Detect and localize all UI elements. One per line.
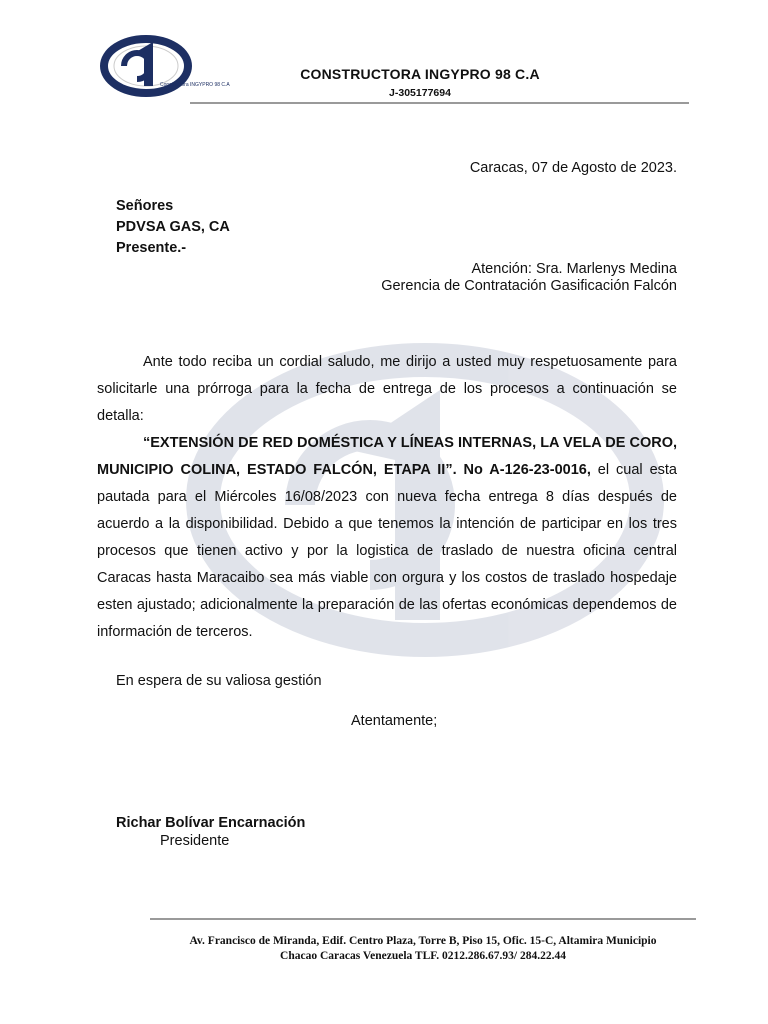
recipient-presente: Presente.- bbox=[116, 240, 187, 256]
regards-line: Atentamente; bbox=[351, 713, 438, 729]
letter-body bbox=[97, 349, 677, 646]
footer-address bbox=[150, 934, 696, 964]
company-rif: J-305177694 bbox=[389, 87, 451, 99]
signer-name: Richar Bolívar Encarnación bbox=[116, 815, 306, 831]
attention-line-2: Gerencia de Contratación Gasificación Falcón bbox=[381, 278, 677, 294]
footer-line-2: Chacao Caracas Venezuela TLF. 0212.286.67.93/ 284.22.44 bbox=[280, 950, 566, 962]
body-paragraph-2-text: el cual esta pautada para el Miércoles 16/08/2023 con nueva fecha entrega 8 días después de acuerdo a la disponibilidad. Debido a que tenemos la intención de participar en los tres procesos que tienen activo y por la logistica de traslado de nuestra oficina central Caracas hasta Maracaibo sea más viable con orgura y los costos de traslado hospedaje esten ajustado; adicionalmente la preparación de las ofertas económicas dependemos de información de terceros. bbox=[97, 462, 677, 640]
date-line: Caracas, 07 de Agosto de 2023. bbox=[469, 160, 677, 176]
body-paragraph-1: Ante todo reciba un cordial saludo, me dirijo a usted muy respetuosamente para solicitarle una prórroga para la fecha de entrega de los procesos a continuación se detalla: bbox=[97, 354, 677, 424]
attention-line-1: Atención: Sra. Marlenys Medina bbox=[471, 261, 677, 277]
recipient-salutation: Señores bbox=[116, 198, 174, 214]
company-name: CONSTRUCTORA INGYPRO 98 C.A bbox=[300, 66, 540, 82]
logo-text: Constructora INGYPRO 98 C.A bbox=[160, 82, 230, 88]
body-paragraph-2 bbox=[97, 430, 677, 646]
closing-line: En espera de su valiosa gestión bbox=[116, 673, 322, 689]
footer-divider bbox=[150, 918, 696, 920]
signer-title: Presidente bbox=[160, 833, 230, 849]
project-title: “EXTENSIÓN DE RED DOMÉSTICA Y LÍNEAS INTERNAS, LA VELA DE CORO, MUNICIPIO COLINA, ESTADO FALCÓN, ETAPA II”. No A-126-23-0016, bbox=[97, 435, 677, 478]
attention-block bbox=[381, 259, 677, 296]
recipient-company: PDVSA GAS, CA bbox=[116, 219, 230, 235]
company-logo bbox=[98, 26, 230, 100]
footer-line-1: Av. Francisco de Miranda, Edif. Centro Plaza, Torre B, Piso 15, Ofic. 15-C, Altamira Municipio bbox=[189, 935, 657, 947]
header-divider bbox=[190, 102, 689, 104]
